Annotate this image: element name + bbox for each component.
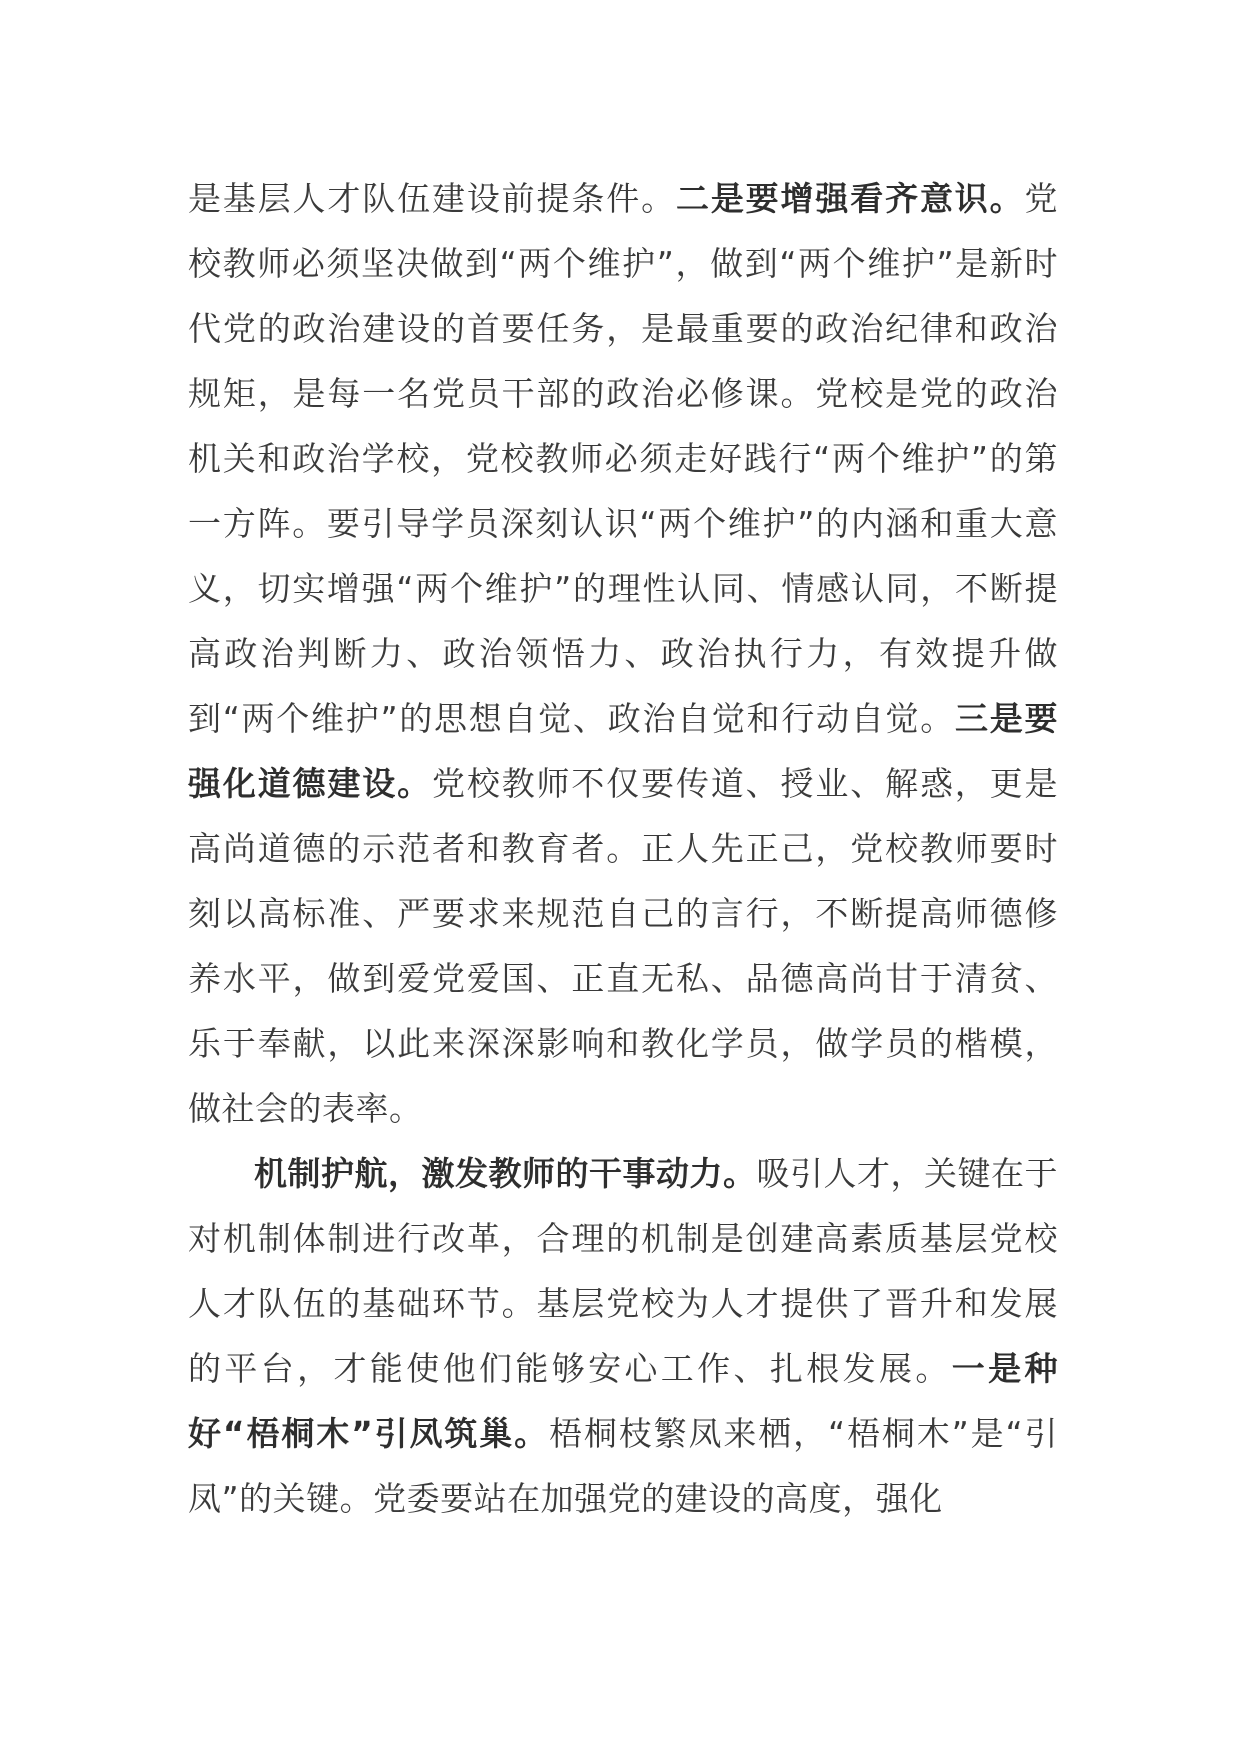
paragraph-1 [188,166,1058,1141]
bold-heading-run: 机制护航，激发教师的干事动力。 [254,1154,757,1193]
bold-heading-run: 二是要增强看齐意识。 [675,179,1025,218]
bold-heading-run: 一是种好“梧桐木”引凤筑巢。 [188,1349,1059,1453]
text-run: 梧桐枝繁凤来栖，“梧桐木”是“引凤”的关键。党委要站在加强党的建设的高度，强化 [188,1414,1058,1518]
paragraph-2 [188,1141,1058,1531]
bold-heading-run: 三是要强化道德建设。 [188,699,1058,803]
text-run: 党校教师不仅要传道、授业、解惑，更是高尚道德的示范者和教育者。正人先正己，党校教师要时刻以高标准、严要求来规范自己的言行，不断提高师德修养水平，做到爱党爱国、正直无私、品德高尚甘于清贫、乐于奉献，以此来深深影响和教化学员，做学员的楷模，做社会的表率。 [188,764,1059,1128]
body-text [188,166,1058,1531]
text-run: 是基层人才队伍建设前提条件。 [188,179,676,218]
text-run: 吸引人才，关键在于对机制体制进行改革，合理的机制是创建高素质基层党校人才队伍的基础环节。基层党校为人才提供了晋升和发展的平台，才能使他们能够安心工作、扎根发展。 [188,1154,1058,1388]
text-run: 党校教师必须坚决做到“两个维护”，做到“两个维护”是新时代党的政治建设的首要任务，是最重要的政治纪律和政治规矩，是每一名党员干部的政治必修课。党校是党的政治机关和政治学校，党校教师必须走好践行“两个维护”的第一方阵。要引导学员深刻认识“两个维护”的内涵和重大意义，切实增强“两个维护”的理性认同、情感认同，不断提高政治判断力、政治领悟力、政治执行力，有效提升做到“两个维护”的思想自觉、政治自觉和行动自觉。 [188,179,1059,738]
